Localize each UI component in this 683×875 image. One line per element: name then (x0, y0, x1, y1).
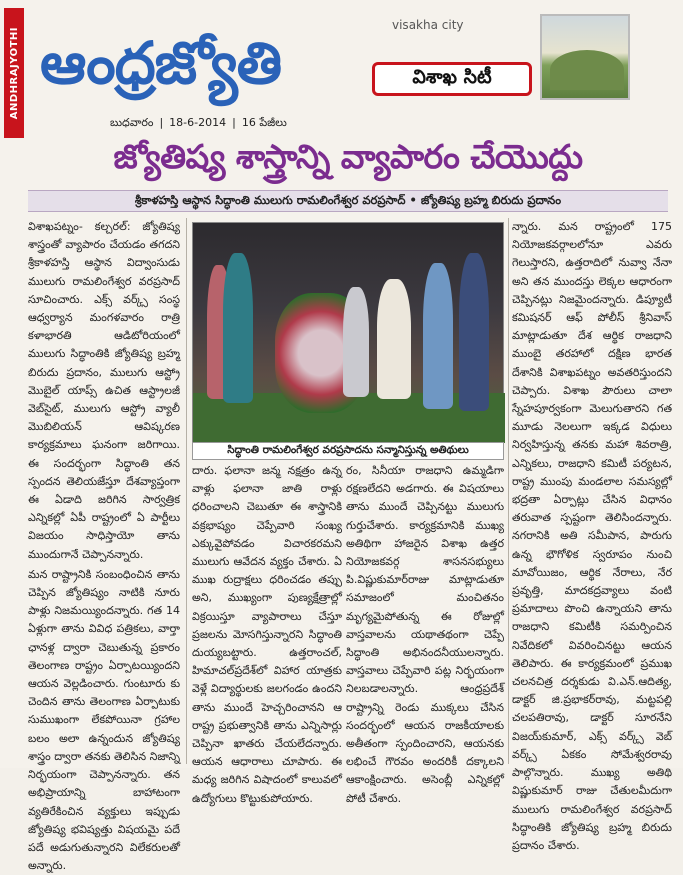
article-headline: జ్యోతిష్య శాస్త్రాన్ని వ్యాపారం చేయొద్దు (113, 136, 583, 176)
city-hill-photo (540, 14, 630, 100)
hill-shape (550, 50, 624, 90)
article-paragraph: మన రాష్ట్రానికి సంబంధించిన తాను చెప్పిన జ్యోతిష్యం నాటికి నూరు పాళ్లు నిజమయ్యిందన్నారు. గత 14 ఏళ్లుగా తాను వివిధ పత్రికలు, వార్తా ఛానళ్ల ద్వారా చెబుతున్న ప్రకారం తెలంగాణ రాష్ట్రం ఏర్పాటయ్యిందని ఆయన వెల్లడించారు. గుంటూరు కు చెందిన తాను తెలంగాణ ఏర్పాటుకు సుముఖంగా లేకపోయినా గ్రహాల బలం అలా ఉన్నందున జ్యోతిష్య శాస్త్రం ద్వారా తనకు తెలిసిన నిజాన్ని నిర్భయంగా చెప్పానన్నారు. తన అభిప్రాయాన్ని బాహాటంగా వ్యతిరేకించిన వ్యక్తులు ఇప్పుడు జ్యోతిష్య భవిష్యత్తు విషయమై పదే పదే అడుగుతున్నారని విలేకరులతో అన్నారు. (28, 567, 180, 873)
newspaper-logo: ఆంధ్రజ్యోతి (40, 29, 282, 97)
person-figure (459, 253, 489, 411)
event-photo (192, 222, 504, 442)
article-paragraph: రం, సినీయా రాజధాని ఉమ్మడిగా రక్షణలేదని అడగారు. ఈ విషయాలు తాను ముందే చెప్పినట్టు ములుగు గుర్తుచేశారు. కార్యక్రమానికి ముఖ్య అతిథిగా హాజరైన విశాఖ ఉత్తర నియోజకవర్గ శాసనసభ్యులు పి.విష్ణుకుమార్‌రాజు మాట్లాడుతూ సమాజంలో మంచితనం మృగ్యమైపోతున్న ఈ రోజుల్లో వాస్తవాలను యథాతథంగా చెప్పే సిద్ధాంతి అభినందనీయులన్నారు. వాస్తవాలు చెప్పేవారి పట్ల నిర్భయంగా నిలబడాలన్నారు. ఆంధ్రప్రదేశ్ రాష్ట్రాన్ని రెండు ముక్కలు చేసిన సందర్భంలో ఆయన రాజకీయాలకు అతీతంగా స్పందించారని, ఆయనకు లభించే గౌరవం అందరికీ దక్కాలని ఆకాంక్షించారు. అసెంబ్లీ ఎన్నికల్లో పోటీ చేశారు. (346, 464, 504, 805)
article-column-3 (346, 462, 504, 805)
dateline-day: బుధవారం (110, 116, 154, 129)
article-column-2 (192, 462, 342, 805)
dateline-sep: | (232, 116, 236, 129)
article-paragraph: దారు. ఫలానా జన్మ నక్షత్రం ఉన్న వాళ్లు ఫలానా జాతి రాళ్లు ధరించాలని చెబుతూ ఈ శాస్త్రానికి వక్రభాష్యం చెప్పేవారి సంఖ్య ఎక్కువైపోవడం విచారకరమని ములుగు ఆవేదన వ్యక్తం చేశారు. ఏ ముఖ రుద్రాక్షలు ధరించడం తప్పు అని, ముఖ్యంగా పుణ్యక్షేత్రాల్లో విక్రయిస్తూ వ్యాపారాలు చేస్తూ ప్రజలను మోసగిస్తున్నారని సిద్ధాంతి దుయ్యబట్టారు. ఉత్తరాంచల్, హిమాచల్‌ప్రదేశ్‌లో విహార యాత్రకు వెళ్లే విద్యార్థులకు జలగండం ఉందని తాను ముందే హెచ్చరించానని ఆ రాష్ట్ర ప్రభుత్వానికి తాను ఎన్నిసార్లు చెప్పినా ఖాతరు చేయలేదన్నారు. ఆయన ఆధారాలు చూపారు. ఈ మధ్య జరిగిన విషాదంలో కాలువలో ఉద్యోగులు కొట్టుకుపోయారు. (192, 464, 342, 805)
article-paragraph: విశాఖపట్నం- కల్చరల్: జ్యోతిష్య శాస్త్రంతో వ్యాపారం చేయడం తగదని శ్రీకాళహస్తి ఆస్థాన విద్వాంసుడు ములుగు రామలింగేశ్వర వరప్రసాద్ సూచించారు. ఎక్స్ వర్క్స్ సంస్థ ఆధ్వర్యాన మంగళవారం రాత్రి కళాభారతి ఆడిటోరియంలో ములుగు సిద్ధాంతికి జ్యోతిష్య బ్రహ్మ బిరుదు ప్రదానం, ములుగు ఆస్ట్రో మొబైల్ యాప్స్ ఉచిత ఆస్ట్రాలజీ వెబ్‌సైట్, ములుగు ఆస్ట్రో వ్యాలీ మొబిలియన్ ఆవిష్కరణ కార్యక్రమాలు ఘనంగా జరిగాయి. ఈ సందర్భంగా సిద్ధాంతి తన స్పందన తెలియజేస్తూ దేశవ్యాప్తంగా ఈ ఏడాది జరిగిన సార్వత్రిక ఎన్నికల్లో ఏపీ రాష్ట్రంలో ఏ పార్టీలు విజయం సాధిస్తాయో తాను ముందుగానే చెప్పానన్నారు. (28, 220, 180, 561)
column-divider (186, 218, 187, 764)
person-figure (377, 279, 411, 399)
article-column-1 (28, 218, 180, 873)
column-divider (508, 218, 509, 764)
person-figure (423, 263, 453, 409)
person-figure (223, 253, 253, 403)
side-label-strip (4, 8, 24, 138)
photo-caption: సిద్ధాంతి రామలింగేశ్వర వరప్రసాదను సన్మానిస్తున్న అతిథులు (192, 442, 504, 460)
article-paragraph: న్నారు. మన రాష్ట్రంలో 175 నియోజకవర్గాలలోనూ ఎవరు గెలుస్తారని, ఉత్తరాదిలో నువ్వా నేనా అని తన ముందస్తు లెక్కల ఆధారంగా చెప్పినట్లు నిజమైందన్నారు. డిప్యూటీ కమిషనర్ ఆఫ్ పోలీస్ శ్రీనివాస్ మాట్లాడుతూ దేశ ఆర్థిక రాజధాని ముంబై తరహాలో దక్షిణ భారత దేశానికి విశాఖపట్నం అవతరిస్తుందని చెప్పారు. విశాఖ పౌరులు చాలా స్నేహపూర్వకంగా మెలుగుతారని గత మూడు నెలలుగా ఇక్కడ విధులు నిర్వహిస్తున్న తనకు మహా శివరాత్రి, ఎన్నికలు, రాజధాని కమిటీ పర్యటన, రాష్ట్ర ముంపు మండలాల సమస్యల్లో భద్రతా ఏర్పాట్లు చేసిన విధానం తరువాత స్పష్టంగా తెలిసిందన్నారు. నగరానికి అతి సమీపాన, పారుగు ఉన్న భౌగోళిక స్వరూపం నుంచి మావోయిజం, ఆర్థిక నేరాలు, నేర ప్రవృత్తి, మాదకద్రవ్యాలు వంటి ప్రమాదాలు పొంచి ఉన్నాయని తాను రాజధాని కమిటీకి సమర్పించిన నివేదికలో వివరించినట్టు ఆయన తెలిపారు. ఈ కార్యక్రమంలో ప్రముఖ చలనచిత్ర దర్శకుడు వి.ఎన్.ఆదిత్య, డాక్టర్ జి.ప్రభాకర్‌రావు, మట్టపల్లి చలపతిరావు, డాక్టర్ సూరనేని విజయ్‌కుమార్, ఎక్స్ వర్క్స్ వెబ్ వర్క్స్ ఏకకం సోమేశ్వరరావు పాల్గొన్నారు. ముఖ్య అతిథి విష్ణుకుమార్ రాజు చేతులమీదుగా ములుగు రామలింగేశ్వర వరప్రసాద్ సిద్ధాంతికి జ్యోతిష్య బ్రహ్మ బిరుదు ప్రదానం చేశారు. (512, 220, 672, 852)
person-figure (343, 287, 369, 397)
side-label: ANDHRAJYOTHI (8, 26, 20, 120)
article-column-4 (512, 218, 672, 852)
city-edition-box: విశాఖ సిటీ (372, 62, 532, 96)
dateline-pages: 16 పేజీలు (241, 116, 287, 129)
article-subhead: శ్రీకాళహస్తి ఆస్థాన సిద్ధాంతి ములుగు రామలింగేశ్వర వరప్రసాద్ • జ్యోతిష్య బ్రహ్మ బిరుదు ప్రదానం (28, 190, 668, 212)
dateline-sep: | (159, 116, 164, 129)
dateline-date: 18-6-2014 (169, 116, 227, 129)
city-tag: visakha city (392, 18, 464, 32)
